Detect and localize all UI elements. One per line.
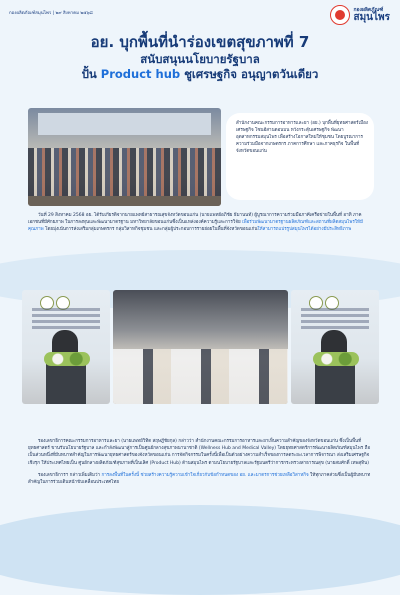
headline-product-hub: Product hub (100, 67, 181, 81)
issue-line: กองผลิตภัณฑ์สมุนไพร | ๒๙ สิงหาคม ๒๕๖๘ (9, 11, 93, 16)
audience-photo (113, 290, 288, 404)
paragraph-1-mid: โดยมุ่งเน้นการส่งเสริมกลุ่มเกษตรกร กลุ่มวิสาหกิจชุมชน และกลุ่มผู้ประกอบการรายย่อยในพื้นที่จังหวัดขอนแก่น (43, 227, 258, 233)
paragraph-3-highlight: การลงพื้นที่ในครั้งนี้ ช่วยสร้างความรู้ความเข้าใจเกี่ยวกับข้อกำหนดของ อย. และมาตรการช่วยเหลือวิสาหกิจ (101, 473, 309, 478)
headline-line-3 (0, 66, 400, 84)
background-wave-bottom (0, 505, 400, 595)
fda-seal-icon (330, 5, 350, 25)
paragraph-1-highlight-1: เพื่อร่วมพัฒนามาตรฐานผลิตภัณฑ์และสถานที่ผลิตสมุนไพรให้มีคุณภาพ (28, 220, 363, 233)
paragraph-1-text: วันที่ 29 สิงหาคม 2568 อย. ได้รับเกียรติจากนายแพทย์สาธารณสุขจังหวัดขอนแก่น (นายแพทย์อภิชัย ธีมานนท์) ผู้บูรณาการความร่วมมือภาคีเครือข่ายในพื้นที่ อาทิ ภาคเอกชนที่มีศักยภาพ ในการลงทุนและพัฒนามาตรฐาน มหาวิทยาลัยขอนแก่นซึ่งเป็นแหล่งองค์ความรู้และการวิจัย (28, 213, 362, 226)
headline-line-2: สนับสนุนนโยบายรัฐบาล (140, 52, 260, 66)
group-photo (28, 108, 221, 206)
speaker-photo-right (291, 290, 379, 404)
photo-caption: สำนักงานคณะกรรมการอาหารและยา (อย.) บุกพื้นที่ยุทธศาสตร์เมืองเศรษฐกิจ โซนอีสานตอนบน หวังกระตุ้นเศรษฐกิจ พัฒนาอุตสาหกรรมสมุนไพร เพื่อสร้างโอกาสใหม่ให้ชุมชน โดยบูรณาการความร่วมมือจากเกษตรกร ภาคการศึกษา และภาคธุรกิจ ในพื้นที่จังหวัดขอนแก่น (236, 121, 369, 154)
department-logo (330, 5, 390, 25)
headline-line-3-pre: ปั้น (81, 67, 101, 81)
paragraph-1-highlight-2: ให้สามารถแปรรูปสมุนไพรได้อย่างมีประสิทธิภาพ (257, 227, 352, 233)
paragraph-1 (28, 212, 373, 234)
paragraph-3-pre: รองเลขาธิการฯ กล่าวเพิ่มเติมว่า (38, 473, 102, 478)
logo-text-top: กองผลิตภัณฑ์ (353, 6, 384, 13)
photo-caption-box (226, 113, 374, 200)
header (0, 0, 400, 28)
paragraph-3-post: ให้ทุกภาคส่วนซึ่งเป็นผู้มีบทบาทสำคัญในการร่วมเดินหน้าขับเคลื่อนประเทศไทย (28, 473, 371, 486)
speaker-photo-left (22, 290, 110, 404)
headline-line-3-post: ชูเศรษฐกิจ อนุญาตวันเดียว (180, 67, 319, 81)
paragraph-3 (28, 472, 373, 486)
paragraph-2: รองเลขาธิการคณะกรรมการอาหารและยา (นายแพทย์วิทิต สฤษฎีชัยกุล) กล่าวว่า สำนักงานคณะกรรมการอาหารและยาเห็นความสำคัญของจังหวัดขอนแก่น ซึ่งเป็นพื้นที่ยุทธศาสตร์ ขานรับนโยบายรัฐบาล และกำลังพัฒนาสู่การเป็นศูนย์กลางสุขภาพนานาชาติ (Wellness Hub and Medical Valley) โดยยุทธศาสตร์การพัฒนาผลิตภัณฑ์สมุนไพร ถือเป็นส่วนหนึ่งที่มีบทบาทสำคัญในการพัฒนายุทธศาสตร์ของจังหวัดขอนแก่น การจัดกิจกรรมในครั้งนี้เพื่อเป็นตัวอย่างความสำเร็จของการลดระยะเวลาการพิจารณา ส่งเสริมเศรษฐกิจเชิงรุก ให้ประเทศไทยเป็น ศูนย์กลางผลิตภัณฑ์สุขภาพที่เป็นเลิศ (Product Hub) ด้านสมุนไพร ตามนโยบายรัฐบาลและรัฐมนตรีว่าการกระทรวงสาธารณสุข (นายสมศักดิ์ เทพสุทิน) (28, 439, 371, 466)
headline-line-1: อย. บุกพื้นที่นำร่องเขตสุขภาพที่ 7 (90, 33, 310, 51)
logo-text-bottom: สมุนไพร (353, 11, 390, 23)
